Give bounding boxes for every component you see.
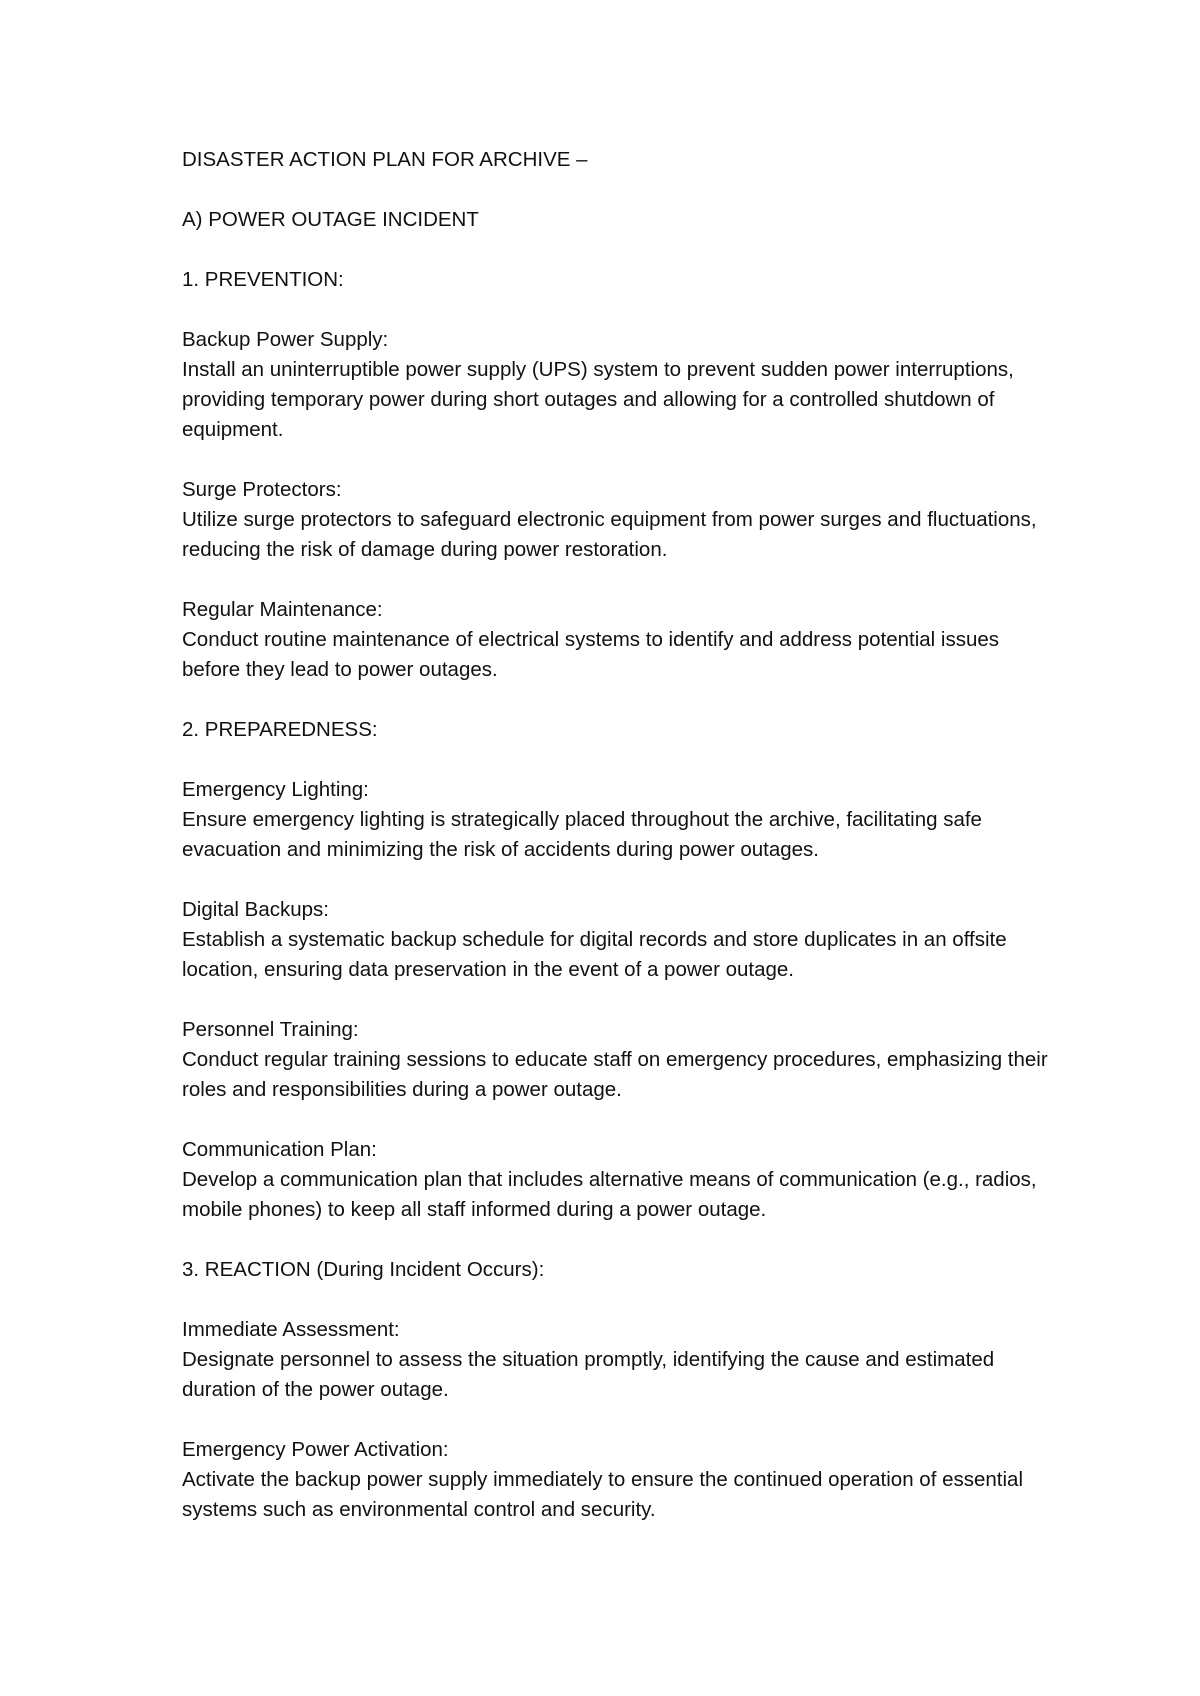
document-title: DISASTER ACTION PLAN FOR ARCHIVE –: [182, 148, 588, 171]
item-text: Conduct regular training sessions to educate staff on emergency procedures, emphasizing their roles and responsibilities during a power outage.: [182, 1048, 1048, 1101]
document-body: [182, 145, 1062, 1525]
item-title: Personnel Training:: [182, 1018, 359, 1041]
section-heading-preparedness: 2. PREPAREDNESS:: [182, 718, 378, 741]
section-heading-reaction: 3. REACTION (During Incident Occurs):: [182, 1258, 545, 1281]
item-text: Conduct routine maintenance of electrical systems to identify and address potential issues before they lead to power outages.: [182, 628, 1000, 681]
section-heading-prevention: 1. PREVENTION:: [182, 268, 344, 291]
item-text: Designate personnel to assess the situation promptly, identifying the cause and estimated duration of the power outage.: [182, 1348, 995, 1401]
item-title: Surge Protectors:: [182, 478, 342, 501]
item-text: Establish a systematic backup schedule for digital records and store duplicates in an offsite location, ensuring data preservation in the event of a power outage.: [182, 928, 1007, 981]
item-title: Emergency Lighting:: [182, 778, 369, 801]
item-text: Develop a communication plan that includes alternative means of communication (e.g., radios, mobile phones) to keep all staff informed during a power outage.: [182, 1168, 1037, 1221]
item-title: Communication Plan:: [182, 1138, 377, 1161]
item-text: Install an uninterruptible power supply (UPS) system to prevent sudden power interruptions, providing temporary power during short outages and allowing for a controlled shutdown of equipment.: [182, 358, 1014, 441]
item-title: Immediate Assessment:: [182, 1318, 400, 1341]
item-title: Digital Backups:: [182, 898, 329, 921]
incident-heading: A) POWER OUTAGE INCIDENT: [182, 208, 479, 231]
item-text: Utilize surge protectors to safeguard electronic equipment from power surges and fluctuations, reducing the risk of damage during power restoration.: [182, 508, 1037, 561]
item-text: Activate the backup power supply immediately to ensure the continued operation of essential systems such as environmental control and security.: [182, 1468, 1024, 1521]
item-title: Backup Power Supply:: [182, 328, 389, 351]
item-title: Regular Maintenance:: [182, 598, 383, 621]
item-title: Emergency Power Activation:: [182, 1438, 449, 1461]
item-text: Ensure emergency lighting is strategically placed throughout the archive, facilitating safe evacuation and minimizing the risk of accidents during power outages.: [182, 808, 982, 861]
